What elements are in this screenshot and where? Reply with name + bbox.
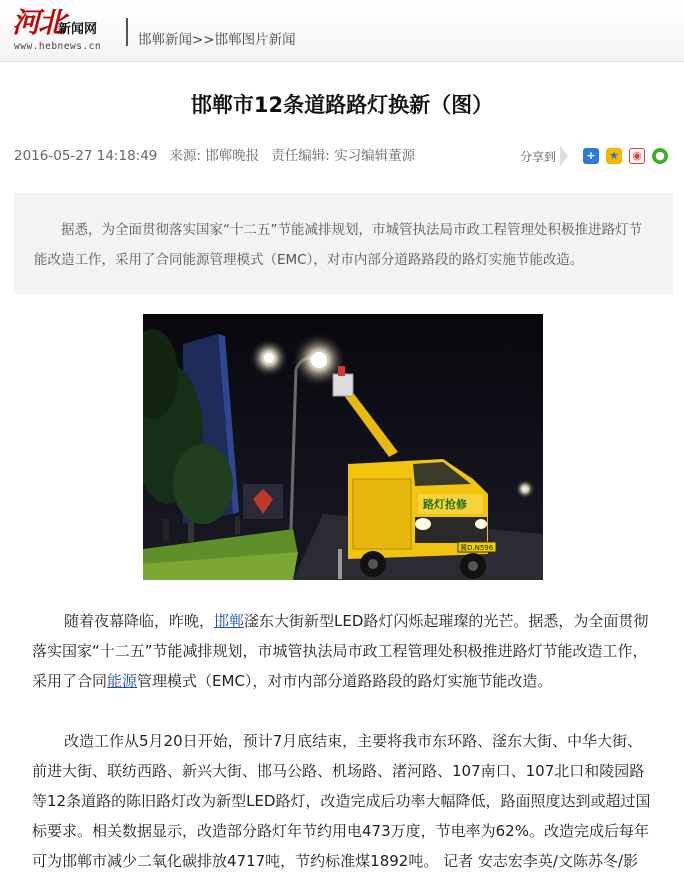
summary-text: 据悉，为全面贯彻落实国家“十二五”节能减排规划，市城管执法局市政工程管理处积极推进路灯节能改造工作，采用了合同能源管理模式（EMC），对市内部分道路路段的路灯实施节能改造。 <box>34 222 642 268</box>
share-arrow-icon <box>560 146 568 166</box>
body-paragraph-1 <box>32 606 654 696</box>
breadcrumb-link-photo-news[interactable]: 邯郸图片新闻 <box>214 32 296 48</box>
article-summary <box>14 193 673 294</box>
qzone-icon[interactable]: ★ <box>606 148 622 164</box>
editor-label: 责任编辑: <box>271 148 330 164</box>
truck-sign: 路灯抢修 <box>423 498 467 511</box>
street-lamp-repair-photo <box>143 314 543 580</box>
weibo-icon[interactable]: ◉ <box>629 148 645 164</box>
body-paragraph-2: 改造工作从5月20日开始，预计7月底结束，主要将我市东环路、滏东大街、中华大街、前进大街、联纺西路、新兴大街、邯马公路、机场路、渚河路、107南口、107北口和陵园路等12条道路的陈旧路灯改为新型LED路灯，改造完成后功率大幅降低，路面照度达到或超过国标要求。相关数据显示，改造部分路灯年节约用电473万度，节电率为62%。改造完成后每年可为邯郸市减少二氧化碳排放4717吨，节约标准煤1892吨。 记者 安志宏李英/文陈苏冬/影 <box>32 732 651 870</box>
breadcrumb <box>138 30 296 50</box>
site-logo[interactable] <box>12 6 120 54</box>
logo-subtitle: 新闻网 <box>58 22 98 37</box>
share-plus-icon[interactable]: + <box>583 148 599 164</box>
article-meta <box>14 146 415 166</box>
logo-wordmark: 河北 <box>12 6 65 39</box>
p1-text-a: 随着夜幕降临，昨晚， <box>64 612 215 630</box>
p1-text-c: 管理模式（EMC），对市内部分道路路段的路灯实施节能改造。 <box>137 672 553 690</box>
source-label: 来源: <box>169 148 201 164</box>
article-title: 邯郸市12条道路路灯换新（图） <box>190 93 494 117</box>
link-handan[interactable]: 邯郸 <box>214 612 245 630</box>
article-photo <box>143 314 543 580</box>
header-divider <box>126 18 128 46</box>
editor-name: 实习编辑董源 <box>334 148 416 164</box>
license-plate: 冀D.N596 <box>460 544 494 552</box>
breadcrumb-link-handan-news[interactable]: 邯郸新闻 <box>138 32 192 48</box>
share-label: 分享到 <box>519 149 556 164</box>
p1-text-b: 滏东大街新型LED路灯闪烁起璀璨的光芒。据悉，为全面贯彻落实国家“十二五”节能减排规划，市城管执法局市政工程管理处积极推进路灯节能改造工作，采用了合同 <box>32 612 649 690</box>
publish-datetime: 2016-05-27 14:18:49 <box>14 148 158 164</box>
link-energy[interactable]: 能源 <box>107 672 138 690</box>
site-header <box>0 0 684 62</box>
logo-url: www.hebnews.cn <box>14 41 102 52</box>
wechat-icon[interactable]: ● <box>652 148 668 164</box>
source-name: 邯郸晚报 <box>205 148 260 164</box>
share-bar <box>520 144 668 168</box>
breadcrumb-separator: >> <box>192 32 215 48</box>
article-body <box>32 606 654 895</box>
